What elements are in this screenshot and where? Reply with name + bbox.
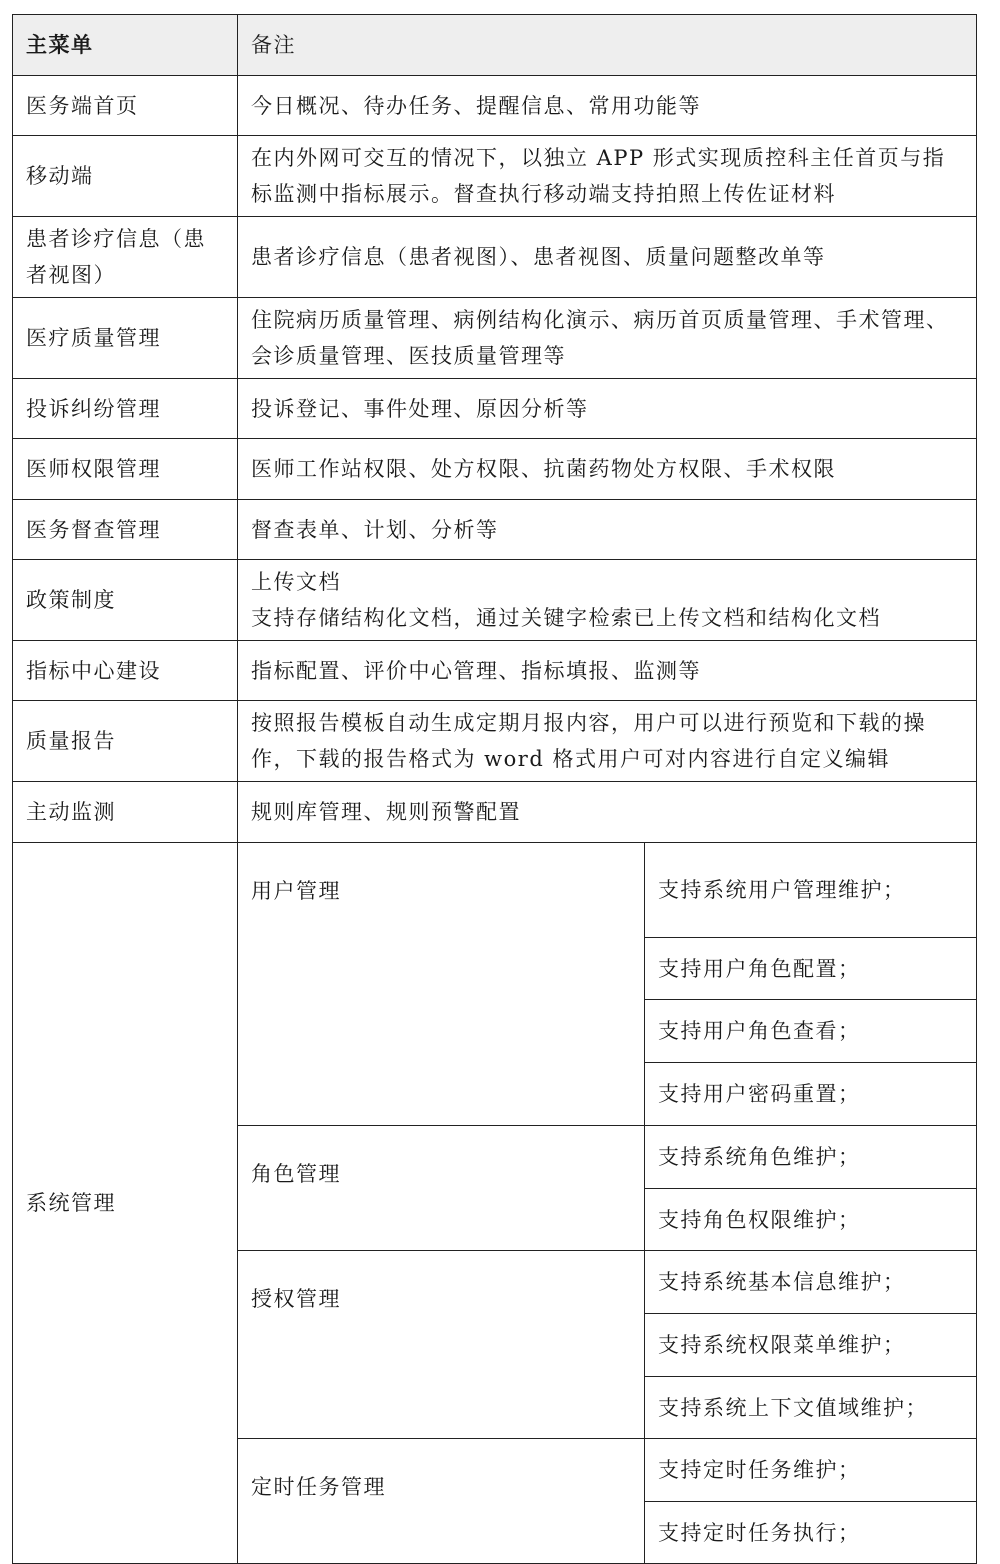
note-cell: 今日概况、待办任务、提醒信息、常用功能等 [238,76,977,136]
table-row [13,76,977,136]
table-row [13,560,977,641]
system-row [13,843,977,938]
menu-cell: 移动端 [13,136,238,217]
table-row [13,701,977,782]
submenu-authorization-management: 授权管理 [238,1251,645,1439]
note-cell: 在内外网可交互的情况下，以独立 APP 形式实现质控科主任首页与指标监测中指标展示。督查执行移动端支持拍照上传佐证材料 [238,136,977,217]
table-row [13,641,977,701]
header-row [13,15,977,76]
table-row [13,500,977,560]
note-cell: 督查表单、计划、分析等 [238,500,977,560]
table-row [13,782,977,843]
menu-cell: 政策制度 [13,560,238,641]
menu-cell: 主动监测 [13,782,238,843]
feature-cell: 支持定时任务维护； [645,1439,977,1502]
main-menu-table [12,14,977,1564]
feature-cell: 支持定时任务执行； [645,1502,977,1564]
header-note: 备注 [238,15,977,76]
menu-cell: 医疗质量管理 [13,298,238,379]
feature-cell: 支持系统基本信息维护； [645,1251,977,1314]
submenu-role-management: 角色管理 [238,1126,645,1251]
note-cell: 指标配置、评价中心管理、指标填报、监测等 [238,641,977,701]
note-cell: 医师工作站权限、处方权限、抗菌药物处方权限、手术权限 [238,439,977,500]
system-menu-cell: 系统管理 [13,843,238,1564]
submenu-user-management: 用户管理 [238,843,645,1126]
menu-cell: 医师权限管理 [13,439,238,500]
feature-cell: 支持角色权限维护； [645,1189,977,1251]
menu-cell: 指标中心建设 [13,641,238,701]
menu-cell: 质量报告 [13,701,238,782]
table-row [13,217,977,298]
menu-cell: 医务端首页 [13,76,238,136]
note-cell: 按照报告模板自动生成定期月报内容，用户可以进行预览和下载的操作，下载的报告格式为 word 格式用户可对内容进行自定义编辑 [238,701,977,782]
menu-cell: 医务督查管理 [13,500,238,560]
menu-cell: 投诉纠纷管理 [13,379,238,439]
note-cell [238,560,977,641]
feature-cell: 支持用户角色查看； [645,1000,977,1063]
note-cell: 患者诊疗信息（患者视图）、患者视图、质量问题整改单等 [238,217,977,298]
feature-cell: 支持用户角色配置； [645,938,977,1000]
menu-cell: 患者诊疗信息（患者视图） [13,217,238,298]
table-row [13,439,977,500]
header-main-menu: 主菜单 [13,15,238,76]
feature-cell: 支持系统上下文值域维护； [645,1377,977,1439]
note-line: 上传文档 [251,570,341,594]
table-row [13,298,977,379]
table-row [13,379,977,439]
table-row [13,136,977,217]
feature-cell: 支持系统角色维护； [645,1126,977,1189]
feature-cell: 支持系统用户管理维护； [645,843,977,938]
feature-cell: 支持系统权限菜单维护； [645,1314,977,1377]
submenu-scheduled-task-management: 定时任务管理 [238,1439,645,1564]
note-cell: 投诉登记、事件处理、原因分析等 [238,379,977,439]
note-cell: 住院病历质量管理、病例结构化演示、病历首页质量管理、手术管理、会诊质量管理、医技质量管理等 [238,298,977,379]
feature-cell: 支持用户密码重置； [645,1063,977,1126]
note-line: 支持存储结构化文档，通过关键字检索已上传文档和结构化文档 [251,606,881,630]
note-cell: 规则库管理、规则预警配置 [238,782,977,843]
